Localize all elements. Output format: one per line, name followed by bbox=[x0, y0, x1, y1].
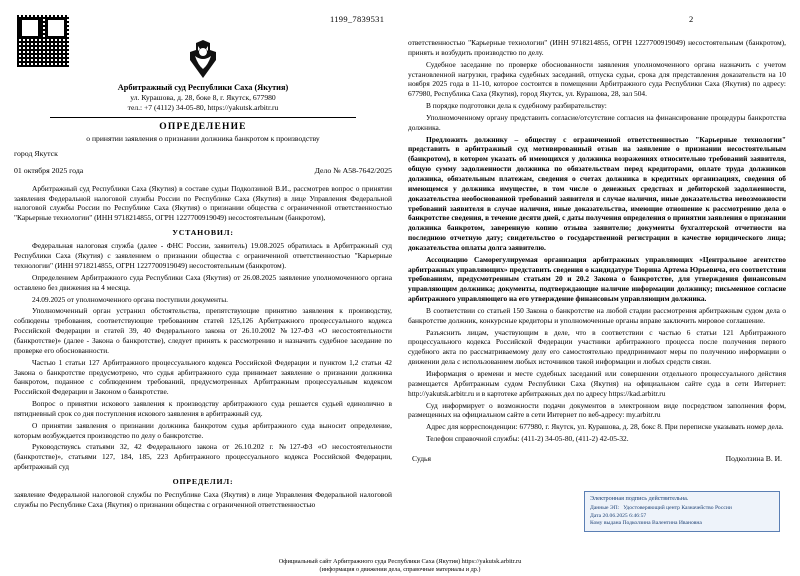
paragraph: В соответствии со статьей 150 Закона о банкротстве на любой стадии рассмотрения арбитражным судом дела о банкротстве должник, конкурсные кредиторы и уполномоченные органы вправе заключить мировое соглашение. bbox=[408, 305, 786, 325]
stamp-data-key: Данные ЭП: bbox=[590, 505, 620, 512]
paragraph: заявление Федеральной налоговой службы по Республике Саха (Якутия) в лице Управления Федеральной налоговой службы по Республике Саха (Якутия) о признании общества с ограниченной ответственностью bbox=[14, 490, 392, 510]
paragraph: Адрес для корреспонденции: 677980, г. Якутск, ул. Курашова, д. 28, бокс 8. При переписке указывать номер дела. bbox=[426, 422, 784, 432]
divider bbox=[50, 117, 356, 118]
court-contacts: тел.: +7 (4112) 34-05-80, https://yakutsk.arbitr.ru bbox=[127, 103, 279, 113]
court-header bbox=[14, 82, 392, 114]
footer-site: Официальный сайт Арбитражного суда Республики Саха (Якутия) https://yakutsk.arbitr.ru bbox=[278, 557, 522, 565]
paragraph: Арбитражный суд Республики Саха (Якутия) в составе судьи Подколзиной В.И., рассмотрев вопрос о принятии заявления Федеральной налоговой службы России по Республике Саха (Якутия) в лице Управления Федеральной налоговой службы России по Республике Саха (Якутия) о признании общества с ограниченной ответственностью "Карьерные технологии" (ИНН 9718214855, ОГРН 1227700919049) несостоятельным (банкротом), bbox=[14, 183, 392, 223]
page-number: 2 bbox=[689, 14, 694, 24]
date-and-case-line bbox=[14, 166, 392, 175]
paragraph: В порядке подготовки дела к судебному разбирательству: bbox=[426, 101, 607, 111]
signature-row bbox=[408, 454, 786, 463]
document-subtitle: о принятии заявления о признании должника банкротом к производству bbox=[86, 133, 320, 143]
footer-note: (информация о движении дела, справочные материалы и др.) bbox=[319, 565, 481, 573]
paragraph: Судебное заседание по проверке обоснованности заявления уполномоченного органа назначить с учетом установленной нагрузки, графика судебных заседаний, отпуска судьи, срока для представления доказательств на 10 ноября 2025 года в 11-10, которое состоится в помещении Арбитражного суда Республики Саха (Якутия) по адресу: 677980, Республика Саха (Якутия), город Якутск, ул. Курашова, 28, зал 504. bbox=[408, 59, 786, 99]
paragraph: Федеральная налоговая служба (далее - ФНС России, заявитель) 19.08.2025 обратилась в Арбитражный суд Республики Саха (Якутия) с заявлением о признании общества с ограниченной ответственностью "Карьерные технологии" (ИНН 9718214855, ОГРН 1227700919049) несостоятельным (банкротом). bbox=[14, 241, 392, 271]
paragraph: 24.09.2025 от уполномоченного органа поступили документы. bbox=[32, 294, 229, 304]
stamp-owner: Кому выдана Подколзина Валентина Ивановна bbox=[590, 520, 702, 527]
two-column-body bbox=[14, 12, 786, 552]
document-date: 01 октября 2025 года bbox=[14, 165, 84, 175]
paragraph: Определением Арбитражного суда Республики Саха (Якутия) от 26.08.2025 заявление уполномоченного органа оставлено без движения на 4 месяца. bbox=[14, 272, 392, 292]
paragraph: О принятии заявления о признании должника банкротом судья арбитражного суда выносит определение, которым возбуждается производство по делу о банкротстве. bbox=[14, 420, 392, 440]
paragraph: Суд информирует о возможности подачи документов в электронном виде посредством заполнения форм, размещенных на официальном сайте в сети Интернет по веб-адресу: my.arbitr.ru bbox=[408, 400, 786, 420]
court-name: Арбитражный суд Республики Саха (Якутия) bbox=[117, 83, 289, 92]
page-footer bbox=[0, 558, 800, 574]
document-title: ОПРЕДЕЛЕНИЕ bbox=[159, 121, 247, 132]
paragraph: Вопрос о принятии искового заявления к производству арбитражного суда решается судьей единолично в пятидневный срок со дня поступления искового заявления в арбитражный суд. bbox=[14, 399, 392, 418]
signature-name: Подколзина В. И. bbox=[725, 453, 782, 463]
electronic-signature-stamp bbox=[584, 491, 780, 532]
paragraph: Уполномоченный орган устранил обстоятельства, препятствующие принятию заявления к производству, соблюдены требования, соответствующие требованиям статей 125,126 Арбитражного процессуального кодекса Российской Федерации и статей 39, 40 Федерального закона от 26.10.2002 №127-ФЗ «О несостоятельности (банкротстве)» (далее - Закона о банкротстве), следует принять к рассмотрению и назначить судебное заседание по проверке его обоснованности. bbox=[14, 306, 392, 355]
paragraph: Информация о времени и месте судебных заседаний или совершении отдельного процессуального действия размещается Арбитражным судом Республики Саха (Якутия) на официальном сайте суда в сети Интернет: http://yakutsk.arbitr.ru и в картотеке арбитражных дел по адресу https://kad.arbitr.ru bbox=[408, 369, 786, 398]
left-column bbox=[14, 12, 392, 552]
ruling-heading-opredelil: ОПРЕДЕЛИЛ: bbox=[172, 476, 234, 486]
paragraph-bold: Ассоциацию Саморегулируемая организация арбитражных управляющих «Центральное агентство арбитражных управляющих» представить сведения о кандидатуре Тюрина Артема Юрьевича, его соответствии требованиям, предусмотренным статьям 20 и 20.2 Закона о банкротстве, для утверждения финансовым управляющим должника; документы, подтверждающие наличие информации должнику; письменное согласие арбитражного управляющего на его утверждение финансовым управляющим должника. bbox=[408, 254, 786, 304]
ruling-heading-ustanovil: УСТАНОВИЛ: bbox=[172, 228, 234, 238]
paragraph: Частью 1 статьи 127 Арбитражного процессуального кодекса Российской Федерации и пунктом 1,2 статьи 42 Закона о банкротстве предусмотрено, что судья арбитражного суда принимает заявление о признании должника банкротом, поданное с соблюдением требований, предусмотренных Арбитражным процессуальным кодексом Российской Федерации и Законом о банкротстве. bbox=[14, 357, 392, 397]
case-number: Дело № А58-7642/2025 bbox=[314, 165, 392, 175]
barcode-number: 1199_7839531 bbox=[330, 14, 385, 24]
document-place: город Якутск bbox=[14, 148, 58, 158]
right-column bbox=[408, 12, 786, 552]
stamp-date: Дата 20.06.2025 6:46:57 bbox=[590, 512, 647, 519]
russian-coat-of-arms-icon bbox=[186, 38, 220, 80]
paragraph: ответственностью "Карьерные технологии" (ИНН 9718214855, ОГРН 1227700919049) несостоятельным (банкротом), принять и возбудить производство по делу. bbox=[408, 38, 786, 57]
stamp-title: Электронная подпись действительна. bbox=[590, 495, 689, 502]
paragraph: Руководствуясь статьями 32, 42 Федерального закона от 26.10.202 г. №127-ФЗ «О несостоятельности (банкротстве)», статьями 127, 184, 185, 223 Арбитражного процессуального кодекса Российской Федерации, арбитражный суд bbox=[14, 442, 392, 472]
court-address: ул. Курашова, д. 28, боке 8, г. Якутск, 677980 bbox=[130, 93, 276, 103]
signature-label: Судья bbox=[412, 453, 432, 463]
paragraph: Разъяснить лицам, участвующим в деле, что в соответствии с частью 6 статьи 121 Арбитражного процессуального кодекса Российской Федерации участники арбитражного процесса после получения первого судебного акта по рассматриваемому делу его самостоятельно предпринимают меры по получению информации о движении дела с использованием любых источников такой информации и любых средств связи. bbox=[408, 327, 786, 367]
paragraph: Уполномоченному органу представить согласие/отсутствие согласия на финансирование процедуры банкротства должника. bbox=[408, 112, 786, 132]
paragraph-bold: Предложить должнику – обществу с ограниченной ответственностью "Карьерные технологии" представить в арбитражный суд мотивированный отзыв на заявление о признании несостоятельным (банкротом), в котором указать об имеющихся у должника возражениях относительно требований заявителя, общую сумму задолженности должника по обязательствам перед кредиторами, оплате труда должников должника, обязательным платежам, сведения о счетах должника в кредитных организациях, сведения об имеющемся у должника имуществе, в том числе о денежных средствах и дебиторской задолженности, доказательства необоснованной требований заявителя и случае наличия, иные доказательства невозможности требований заявителя в случае наличия, иные доказательства, имеющие отношение к рассмотрению дела о банкротстве сведения, в течение десяти дней, с даты получения определения о принятии заявления о признании должника банкротом, заверенную копию отзыва заявителю; документы бухгалтерской отчетности на последнюю отчетную дату; свидетельство о государственной регистрации в качестве юридического лица; доказательства оплаты долга заявителю. bbox=[408, 134, 786, 252]
paragraph: Телефон справочной службы: (411-2) 34-05-80, (411-2) 42-05-32. bbox=[426, 434, 629, 444]
stamp-ca-name: Удостоверяющий центр Казначейство России bbox=[623, 505, 732, 512]
